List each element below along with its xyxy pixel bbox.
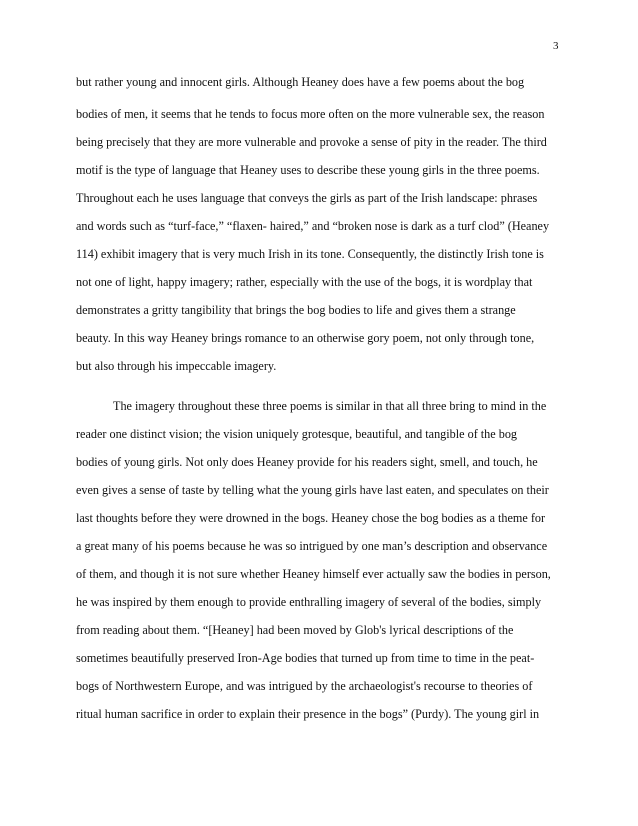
text-line: but rather young and innocent girls. Although Heaney does have a few poems about the bog bbox=[76, 75, 525, 89]
text-line: but also through his impeccable imagery. bbox=[76, 359, 277, 373]
text-line: of them, and though it is not sure whether Heaney himself ever actually saw the bodies in person, bbox=[76, 567, 551, 581]
text-line: 114) exhibit imagery that is very much Irish in its tone. Consequently, the distinctly Irish tone is bbox=[76, 247, 544, 261]
text-line: being precisely that they are more vulnerable and provoke a sense of pity in the reader. The third bbox=[76, 135, 547, 149]
text-line: he was inspired by them enough to provide enthralling imagery of several of the bodies, simply bbox=[76, 595, 542, 609]
text-line: reader one distinct vision; the vision uniquely grotesque, beautiful, and tangible of the bog bbox=[76, 427, 518, 441]
text-line: sometimes beautifully preserved Iron-Age bodies that turned up from time to time in the peat- bbox=[76, 651, 535, 665]
text-line: not one of light, happy imagery; rather, especially with the use of the bogs, it is wordplay that bbox=[76, 275, 533, 289]
text-line: beauty. In this way Heaney brings romance to an otherwise gory poem, not only through tone, bbox=[76, 331, 535, 345]
text-line: bodies of young girls. Not only does Heaney provide for his readers sight, smell, and touch, he bbox=[76, 455, 538, 469]
text-line: Throughout each he uses language that conveys the girls as part of the Irish landscape: phrases bbox=[76, 191, 538, 205]
text-line: even gives a sense of taste by telling what the young girls have last eaten, and speculates on their bbox=[76, 483, 549, 497]
page-number: 3 bbox=[553, 40, 559, 52]
text-line: ritual human sacrifice in order to explain their presence in the bogs” (Purdy). The young girl in bbox=[76, 707, 540, 721]
text-line: bodies of men, it seems that he tends to focus more often on the more vulnerable sex, the reason bbox=[76, 107, 545, 121]
text-line: demonstrates a gritty tangibility that brings the bog bodies to life and gives them a strange bbox=[76, 303, 516, 317]
text-line: from reading about them. “[Heaney] had been moved by Glob's lyrical descriptions of the bbox=[76, 623, 514, 637]
text-line: a great many of his poems because he was so intrigued by one man’s description and observance bbox=[76, 539, 548, 553]
text-line: motif is the type of language that Heaney uses to describe these young girls in the three poems. bbox=[76, 163, 540, 177]
text-line: last thoughts before they were drowned in the bogs. Heaney chose the bog bodies as a theme for bbox=[76, 511, 546, 525]
text-line: The imagery throughout these three poems is similar in that all three bring to mind in the bbox=[113, 399, 547, 413]
text-line: and words such as “turf-face,” “flaxen- haired,” and “broken nose is dark as a turf clod” (Heaney bbox=[76, 219, 550, 233]
text-line: bogs of Northwestern Europe, and was intrigued by the archaeologist's recourse to theories of bbox=[76, 679, 533, 693]
